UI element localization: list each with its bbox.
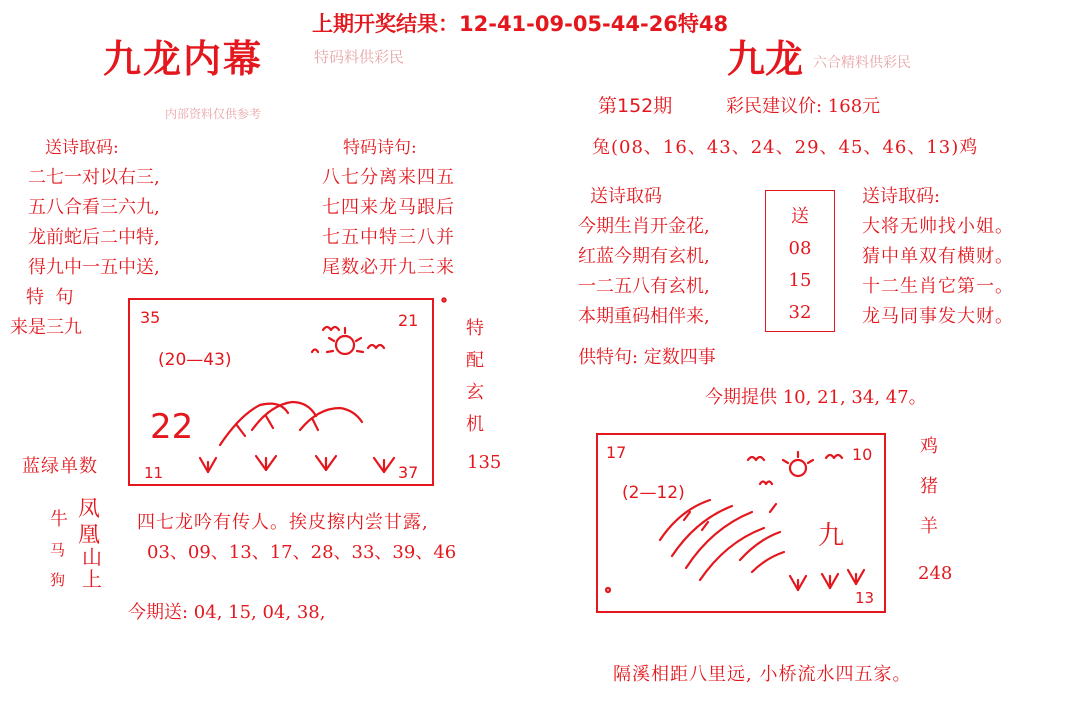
send-box-value: 32 bbox=[788, 302, 812, 323]
vertical-char: 玄 bbox=[466, 382, 484, 403]
animal-char: 狗 bbox=[50, 571, 66, 589]
send-box-value: 15 bbox=[788, 270, 812, 291]
today-offer: 今期提供 10, 21, 34, 47。 bbox=[705, 387, 927, 408]
right-title-faint: 六合精料供彩民 bbox=[813, 55, 911, 71]
right-poem-heading-2: 送诗取码: bbox=[862, 186, 941, 207]
drawing-big-number: 22 bbox=[150, 407, 194, 447]
drawing-corner-tr: 21 bbox=[398, 311, 419, 330]
vertical-char: 配 bbox=[466, 350, 484, 371]
birds-icon bbox=[748, 455, 842, 484]
send-box-value: 送 bbox=[791, 206, 809, 227]
left-numbers: 03、09、13、17、28、33、39、46 bbox=[147, 542, 457, 563]
closing-verse: 隔溪相距八里远, 小桥流水四五家。 bbox=[613, 664, 912, 685]
poem-line: 大将无帅找小姐。 bbox=[862, 216, 1014, 237]
mountain-char: 山 bbox=[82, 545, 102, 569]
drawing-char: 九 bbox=[818, 521, 845, 551]
poem-line: 八七分离来四五 bbox=[322, 167, 455, 188]
sun-icon bbox=[783, 452, 813, 476]
issue-number: 第152期 bbox=[598, 95, 673, 117]
poem-line: 猜中单双有横财。 bbox=[862, 246, 1014, 267]
dot-mark bbox=[606, 588, 610, 592]
left-side-number: 135 bbox=[467, 452, 502, 473]
color-hint: 蓝绿单数 bbox=[22, 456, 98, 477]
poem-line: 二七一对以右三, bbox=[28, 167, 160, 188]
drawing-corner-br: 13 bbox=[855, 589, 875, 607]
left-faint-line: 内部资料仅供参考 bbox=[165, 107, 262, 121]
poem-line: 龙前蛇后二中特, bbox=[28, 227, 160, 248]
left-verse: 四七龙吟有传人。挨皮擦内尝甘露, bbox=[137, 512, 429, 533]
animal-char: 马 bbox=[50, 541, 66, 559]
vertical-char: 猪 bbox=[920, 476, 938, 497]
poem-line: 七五中特三八并 bbox=[322, 227, 455, 248]
zodiac-line: 兔(08、16、43、24、29、45、46、13)鸡 bbox=[592, 137, 979, 158]
grass-icon bbox=[790, 570, 864, 590]
animal-char: 牛 bbox=[50, 509, 68, 530]
poem-line: 本期重码相伴来, bbox=[578, 306, 710, 327]
drawing-corner-tl: 17 bbox=[606, 443, 627, 462]
poem-line: 今期生肖开金花, bbox=[578, 216, 710, 237]
send-box-value: 08 bbox=[788, 238, 812, 259]
poem-line: 得九中一五中送, bbox=[28, 257, 160, 278]
drawing-arrow-text: (2—12) bbox=[622, 483, 685, 503]
last-result-banner: 上期开奖结果：12-41-09-05-44-26特48 bbox=[312, 12, 729, 36]
special-phrase-text: 来是三九 bbox=[10, 317, 82, 338]
drawing-arrow-text: (20—43) bbox=[158, 350, 232, 370]
right-side-vertical bbox=[920, 427, 938, 547]
vertical-char: 机 bbox=[466, 414, 484, 435]
poem-line: 龙马同事发大财。 bbox=[862, 306, 1014, 327]
rain-lines-icon bbox=[660, 500, 784, 580]
poem-line: 七四来龙马跟后 bbox=[322, 197, 455, 218]
special-poem-heading: 特码诗句: bbox=[343, 138, 417, 158]
drawing-corner-tl: 35 bbox=[140, 308, 161, 327]
poem-line: 红蓝今期有玄机, bbox=[578, 246, 710, 267]
poem-line: 五八合看三六九, bbox=[28, 197, 160, 218]
right-poem-heading: 送诗取码 bbox=[590, 186, 662, 207]
left-title: 九龙内幕 bbox=[103, 36, 264, 81]
left-subtitle: 特码料供彩民 bbox=[314, 48, 405, 66]
drawing-corner-br: 37 bbox=[398, 463, 419, 482]
mountain-char: 上 bbox=[82, 567, 102, 591]
phoenix-char: 凤 bbox=[78, 497, 101, 522]
right-special-phrase: 供特句: 定数四事 bbox=[578, 347, 716, 368]
right-title: 九龙 bbox=[727, 36, 804, 81]
today-send: 今期送: 04, 15, 04, 38, bbox=[128, 602, 326, 623]
poem-line: 尾数必开九三来 bbox=[322, 257, 455, 278]
drawing-corner-bl: 11 bbox=[144, 464, 164, 482]
right-side-number: 248 bbox=[918, 563, 953, 584]
left-poem-heading: 送诗取码: bbox=[45, 138, 119, 158]
drawing-corner-tr: 10 bbox=[852, 445, 873, 464]
poem-line: 十二生肖它第一。 bbox=[862, 276, 1014, 297]
suggested-price: 彩民建议价: 168元 bbox=[726, 96, 881, 117]
phoenix-char: 凰 bbox=[78, 523, 101, 548]
vertical-char: 鸡 bbox=[920, 436, 938, 457]
vertical-char: 特 bbox=[466, 318, 484, 339]
special-phrase-label: 特 句 bbox=[26, 287, 74, 308]
poem-line: 一二五八有玄机, bbox=[578, 276, 710, 297]
vertical-char: 羊 bbox=[920, 516, 938, 537]
